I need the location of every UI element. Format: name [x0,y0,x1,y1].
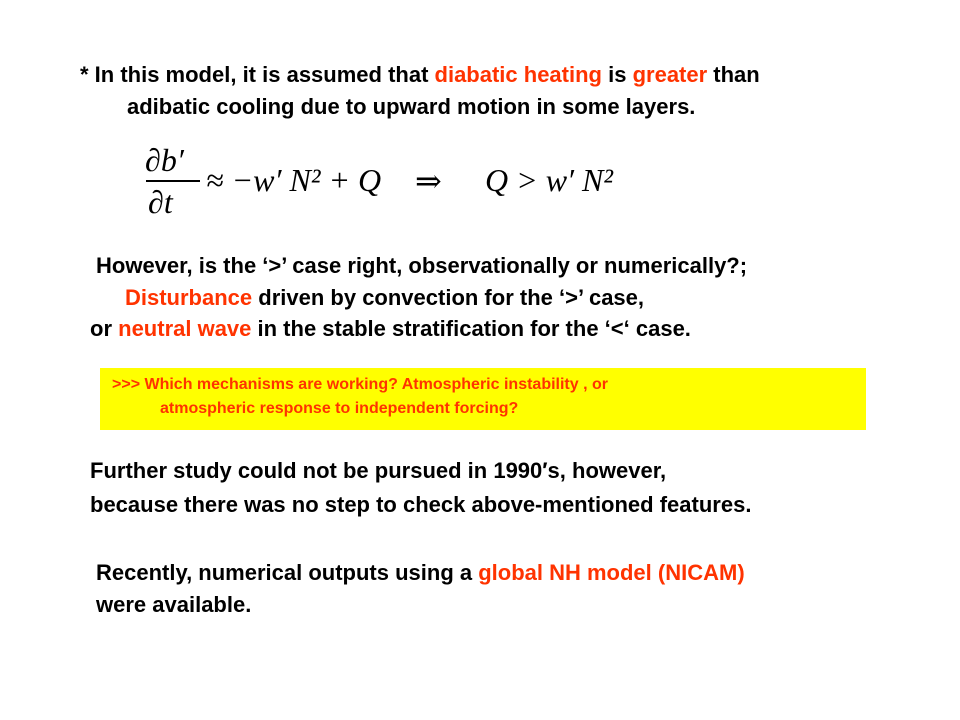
question-line-2 [125,285,644,311]
assumption-line-2: adibatic cooling due to upward motion in some layers. [127,94,696,119]
question-line-2-text: driven by convection for the ‘>’ case, [252,285,645,310]
equation-condition: Q > w′ N² [485,162,613,198]
mechanism-callout-box [100,368,866,430]
fraction-bar [146,180,200,182]
recent-outputs-line-2: were available. [96,592,252,617]
further-study-line-2: because there was no step to check above-mentioned features. [90,492,752,517]
nicam-model-highlight: global NH model (NICAM) [478,560,745,585]
greater-highlight: greater [632,62,708,87]
question-line-1: However, is the ‘>’ case right, observationally or numerically?; [96,253,748,278]
assumption-text-c: is [602,62,633,87]
neutral-wave-highlight: neutral wave [118,316,252,341]
assumption-text-a: * In this model, it is assumed that [80,62,435,87]
question-line-3 [90,316,691,342]
assumption-text-e: than [707,62,760,87]
equation-numerator: ∂b′ [145,142,184,178]
diabatic-heating-highlight: diabatic heating [434,62,602,87]
callout-line-2: atmospheric response to independent forcing? [160,400,519,417]
callout-line-1: >>> Which mechanisms are working? Atmospheric instability , or [112,376,608,393]
recent-outputs-text: Recently, numerical outputs using a [96,560,479,585]
buoyancy-equation [140,140,630,220]
recent-outputs-line-1 [96,560,745,586]
further-study-line-1: Further study could not be pursued in 1990′s, however, [90,458,667,483]
assumption-line-1 [80,62,760,88]
implies-arrow: ⇒ [415,163,442,199]
equation-right-hand-side: ≈ −w′ N² + Q [206,162,382,198]
disturbance-highlight: Disturbance [125,285,253,310]
question-line-3-text-a: or [90,316,119,341]
question-line-3-text-c: in the stable stratification for the ‘<‘ case. [251,316,691,341]
equation-denominator: ∂t [148,184,173,220]
